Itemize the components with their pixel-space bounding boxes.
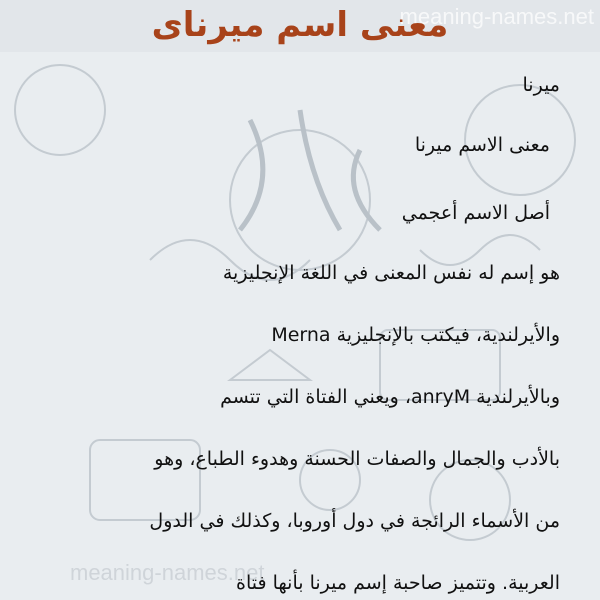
name-heading: ميرنا — [522, 74, 560, 96]
name-origin: أصل الاسم أعجمي — [401, 202, 550, 224]
text-line: بالأدب والجمال والصفات الحسنة وهدوء الطباع، وهو — [154, 448, 560, 470]
text-line: والأيرلندية، فيكتب بالإنجليزية Merna — [271, 324, 560, 346]
title-bar — [0, 0, 600, 52]
text-line: هو إسم له نفس المعنى في اللغة الإنجليزية — [222, 262, 560, 284]
footer-watermark: meaning-names.net — [70, 560, 265, 585]
site-watermark: meaning-names.net — [399, 4, 594, 29]
text-line: من الأسماء الرائجة في دول أوروبا، وكذلك في الدول — [149, 510, 560, 532]
name-meaning: معنى الاسم ميرنا — [414, 134, 550, 156]
text-line: العربية. وتتميز صاحبة إسم ميرنا بأنها فتاة — [236, 572, 560, 594]
text-line: وبالأيرلندية anryM، ويعني الفتاة التي تتسم — [220, 386, 560, 408]
page-title: معنى اسم ميرناى — [151, 5, 449, 45]
